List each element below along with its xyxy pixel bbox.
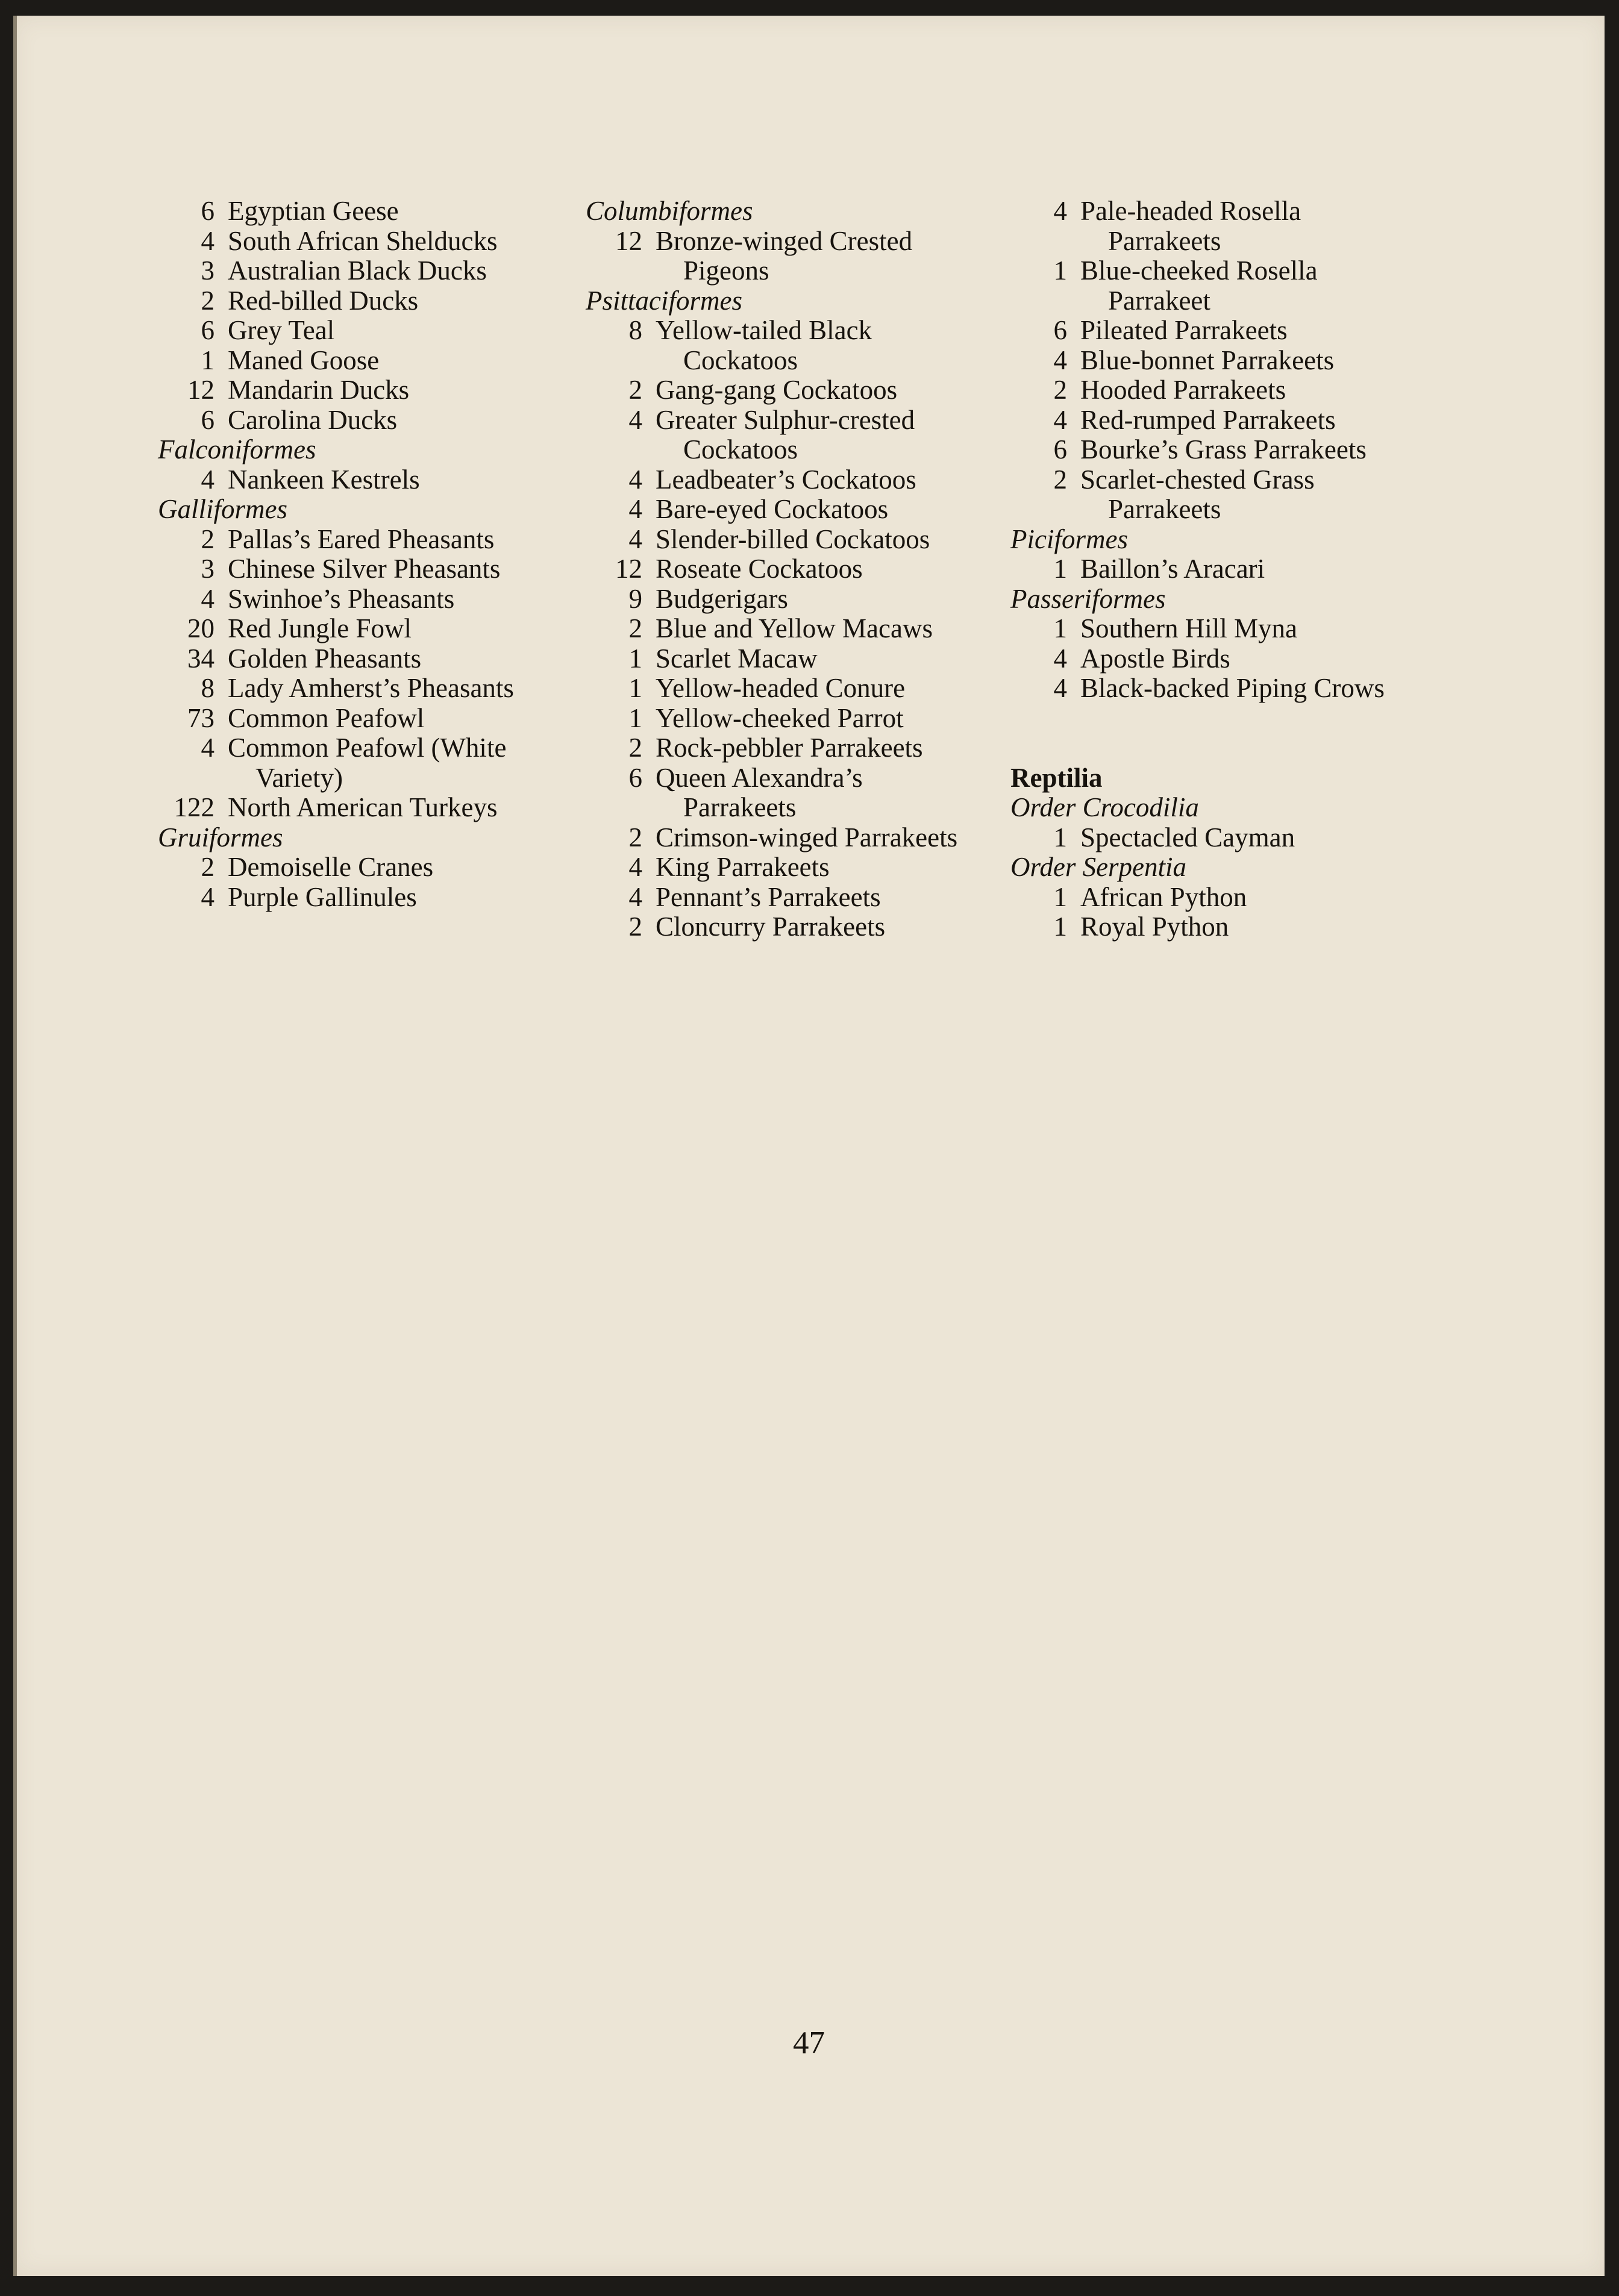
list-item <box>586 554 1007 584</box>
item-count: 1 <box>1053 881 1067 912</box>
list-item <box>158 256 574 286</box>
list-item-continuation <box>586 435 1007 465</box>
column-1 <box>158 196 574 912</box>
list-item <box>1010 435 1444 465</box>
list-item-continuation <box>586 346 1007 376</box>
item-count: 9 <box>628 583 642 614</box>
species-name: Leadbeater’s Cockatoos <box>656 464 916 495</box>
species-name: Yellow-headed Conure <box>656 673 906 703</box>
order-heading: Psittaciformes <box>586 285 742 316</box>
item-count: 4 <box>1053 643 1067 674</box>
species-name: Demoiselle Cranes <box>228 852 434 882</box>
order-heading: Piciformes <box>1010 524 1128 554</box>
species-name: Hooded Parrakeets <box>1080 375 1286 405</box>
document-page <box>13 16 1605 2276</box>
list-item <box>1010 823 1444 853</box>
list-item <box>586 465 1007 495</box>
species-name: Red-rumped Parrakeets <box>1080 404 1336 435</box>
list-item <box>1010 196 1444 227</box>
item-count: 2 <box>628 733 642 763</box>
list-item <box>158 405 574 436</box>
item-count: 2 <box>628 822 642 852</box>
species-name: Pileated Parrakeets <box>1080 315 1288 345</box>
order-heading: Order Serpentia <box>1010 852 1187 882</box>
species-name: Royal Python <box>1080 912 1229 942</box>
species-name: Spectacled Cayman <box>1080 822 1295 852</box>
item-count: 2 <box>1053 375 1067 405</box>
item-count: 4 <box>628 464 642 495</box>
list-item <box>158 852 574 883</box>
species-name: Southern Hill Myna <box>1080 613 1297 643</box>
list-item-continuation <box>586 793 1007 823</box>
species-name: Common Peafowl <box>228 702 425 733</box>
species-name: North American Turkeys <box>228 792 498 822</box>
species-name: King Parrakeets <box>656 852 830 882</box>
item-count: 4 <box>1053 196 1067 226</box>
species-name: Blue-cheeked Rosella <box>1080 255 1318 286</box>
item-count: 3 <box>201 554 215 584</box>
item-count: 12 <box>187 375 215 405</box>
item-count: 6 <box>628 762 642 793</box>
list-item <box>158 644 574 674</box>
page-binding-edge <box>13 16 17 2276</box>
list-item-continuation <box>1010 495 1444 525</box>
species-name: Variety) <box>255 762 343 793</box>
item-count: 1 <box>628 643 642 674</box>
item-count: 4 <box>628 524 642 554</box>
species-name: Slender-billed Cockatoos <box>656 524 930 554</box>
order-heading: Passeriformes <box>1010 583 1166 614</box>
item-count: 4 <box>1053 345 1067 375</box>
species-name: Nankeen Kestrels <box>228 464 420 495</box>
species-name: Yellow-cheeked Parrot <box>656 702 904 733</box>
item-count: 1 <box>1053 912 1067 942</box>
species-name: Queen Alexandra’s <box>656 762 863 793</box>
section-spacer <box>1010 704 1444 763</box>
species-name: Pale-headed Rosella <box>1080 196 1301 226</box>
list-item <box>158 584 574 615</box>
species-name: Cockatoos <box>683 434 798 465</box>
species-name: Crimson-winged Parrakeets <box>656 822 958 852</box>
list-item <box>158 196 574 227</box>
list-item <box>158 883 574 913</box>
species-name: Maned Goose <box>228 345 380 375</box>
species-name: Mandarin Ducks <box>228 375 410 405</box>
item-count: 6 <box>201 196 215 226</box>
list-item <box>586 763 1007 793</box>
species-name: Pigeons <box>683 255 769 286</box>
list-item <box>586 704 1007 734</box>
list-item <box>158 286 574 316</box>
item-count: 34 <box>187 643 215 674</box>
list-item-continuation <box>1010 227 1444 257</box>
item-count: 20 <box>187 613 215 643</box>
species-name: Parrakeets <box>1108 494 1221 524</box>
species-name: Greater Sulphur-crested <box>656 404 915 435</box>
list-item-continuation <box>158 763 574 793</box>
species-name: Grey Teal <box>228 315 335 345</box>
list-item <box>586 852 1007 883</box>
item-count: 4 <box>201 881 215 912</box>
item-count: 4 <box>201 583 215 614</box>
list-item <box>1010 674 1444 704</box>
item-count: 4 <box>1053 673 1067 703</box>
species-name: Rock-pebbler Parrakeets <box>656 733 923 763</box>
list-item-continuation <box>1010 286 1444 316</box>
item-count: 1 <box>628 673 642 703</box>
list-item <box>1010 256 1444 286</box>
item-count: 6 <box>1053 315 1067 345</box>
item-count: 73 <box>187 702 215 733</box>
list-item <box>586 405 1007 436</box>
list-item <box>158 316 574 346</box>
item-count: 2 <box>201 852 215 882</box>
order-heading: Columbiformes <box>586 196 753 226</box>
item-count: 2 <box>628 375 642 405</box>
list-item <box>158 704 574 734</box>
item-count: 8 <box>201 673 215 703</box>
item-count: 4 <box>628 852 642 882</box>
species-name: Pennant’s Parrakeets <box>656 881 881 912</box>
species-name: Black-backed Piping Crows <box>1080 673 1385 703</box>
column-3 <box>1010 196 1444 942</box>
species-name: Red Jungle Fowl <box>228 613 412 643</box>
list-item-continuation <box>586 256 1007 286</box>
list-item <box>158 525 574 555</box>
item-count: 4 <box>201 225 215 256</box>
list-item <box>158 674 574 704</box>
item-count: 12 <box>615 554 642 584</box>
species-name: Swinhoe’s Pheasants <box>228 583 455 614</box>
species-name: Baillon’s Aracari <box>1080 554 1265 584</box>
species-name: Roseate Cockatoos <box>656 554 863 584</box>
order-heading: Falconiformes <box>158 434 316 465</box>
list-item <box>1010 614 1444 644</box>
list-item <box>586 495 1007 525</box>
list-item <box>158 375 574 405</box>
item-count: 6 <box>201 315 215 345</box>
species-name: Common Peafowl (White <box>228 733 507 763</box>
species-name: Apostle Birds <box>1080 643 1230 674</box>
item-count: 122 <box>174 792 215 822</box>
order-heading: Galliformes <box>158 494 288 524</box>
species-name: Cockatoos <box>683 345 798 375</box>
species-name: Australian Black Ducks <box>228 255 487 286</box>
species-name: African Python <box>1080 881 1247 912</box>
item-count: 1 <box>201 345 215 375</box>
item-count: 4 <box>628 494 642 524</box>
list-item <box>586 883 1007 913</box>
species-name: Cloncurry Parrakeets <box>656 912 886 942</box>
list-item <box>586 227 1007 257</box>
list-item <box>586 674 1007 704</box>
list-item <box>158 793 574 823</box>
list-item <box>586 375 1007 405</box>
item-count: 4 <box>201 733 215 763</box>
item-count: 8 <box>628 315 642 345</box>
species-name: Purple Gallinules <box>228 881 417 912</box>
list-item <box>1010 375 1444 405</box>
list-item <box>1010 883 1444 913</box>
list-item <box>586 733 1007 763</box>
order-heading: Gruiformes <box>158 822 283 852</box>
list-item <box>158 465 574 495</box>
species-name: Chinese Silver Pheasants <box>228 554 501 584</box>
species-name: Egyptian Geese <box>228 196 399 226</box>
item-count: 2 <box>628 912 642 942</box>
item-count: 1 <box>1053 554 1067 584</box>
species-name: Blue and Yellow Macaws <box>656 613 933 643</box>
item-count: 6 <box>1053 434 1067 465</box>
item-count: 4 <box>628 404 642 435</box>
species-name: Red-billed Ducks <box>228 285 419 316</box>
item-count: 12 <box>615 225 642 256</box>
list-item <box>586 525 1007 555</box>
list-item <box>586 584 1007 615</box>
list-item <box>586 912 1007 942</box>
species-name: Pallas’s Eared Pheasants <box>228 524 495 554</box>
list-item <box>1010 554 1444 584</box>
item-count: 1 <box>1053 255 1067 286</box>
class-heading: Reptilia <box>1010 762 1103 793</box>
list-item <box>1010 405 1444 436</box>
list-item <box>1010 465 1444 495</box>
item-count: 6 <box>201 404 215 435</box>
item-count: 1 <box>1053 822 1067 852</box>
list-item <box>158 614 574 644</box>
species-name: Gang-gang Cockatoos <box>656 375 898 405</box>
species-name: Yellow-tailed Black <box>656 315 872 345</box>
species-name: Blue-bonnet Parrakeets <box>1080 345 1335 375</box>
list-item <box>1010 316 1444 346</box>
species-name: Golden Pheasants <box>228 643 422 674</box>
item-count: 4 <box>201 464 215 495</box>
list-item <box>158 554 574 584</box>
item-count: 1 <box>628 702 642 733</box>
species-name: Parrakeets <box>683 792 797 822</box>
list-item <box>158 733 574 763</box>
item-count: 2 <box>201 285 215 316</box>
list-item <box>1010 912 1444 942</box>
species-name: Scarlet-chested Grass <box>1080 464 1315 495</box>
list-item <box>1010 346 1444 376</box>
species-name: Budgerigars <box>656 583 788 614</box>
list-item <box>158 346 574 376</box>
list-item <box>586 823 1007 853</box>
item-count: 2 <box>1053 464 1067 495</box>
list-item <box>586 644 1007 674</box>
order-heading: Order Crocodilia <box>1010 792 1199 822</box>
species-name: Bare-eyed Cockatoos <box>656 494 889 524</box>
item-count: 4 <box>628 881 642 912</box>
list-item <box>586 316 1007 346</box>
item-count: 4 <box>1053 404 1067 435</box>
species-name: Bourke’s Grass Parrakeets <box>1080 434 1367 465</box>
item-count: 2 <box>201 524 215 554</box>
species-name: Parrakeets <box>1108 225 1221 256</box>
species-name: South African Shelducks <box>228 225 498 256</box>
species-name: Lady Amherst’s Pheasants <box>228 673 514 703</box>
item-count: 2 <box>628 613 642 643</box>
item-count: 3 <box>201 255 215 286</box>
item-count: 1 <box>1053 613 1067 643</box>
column-2 <box>586 196 1007 942</box>
species-name: Carolina Ducks <box>228 404 398 435</box>
species-name: Scarlet Macaw <box>656 643 818 674</box>
species-name: Parrakeet <box>1108 285 1210 316</box>
list-item <box>158 227 574 257</box>
list-item <box>1010 644 1444 674</box>
species-name: Bronze-winged Crested <box>656 225 913 256</box>
list-item <box>586 614 1007 644</box>
page-number: 47 <box>793 2025 825 2060</box>
